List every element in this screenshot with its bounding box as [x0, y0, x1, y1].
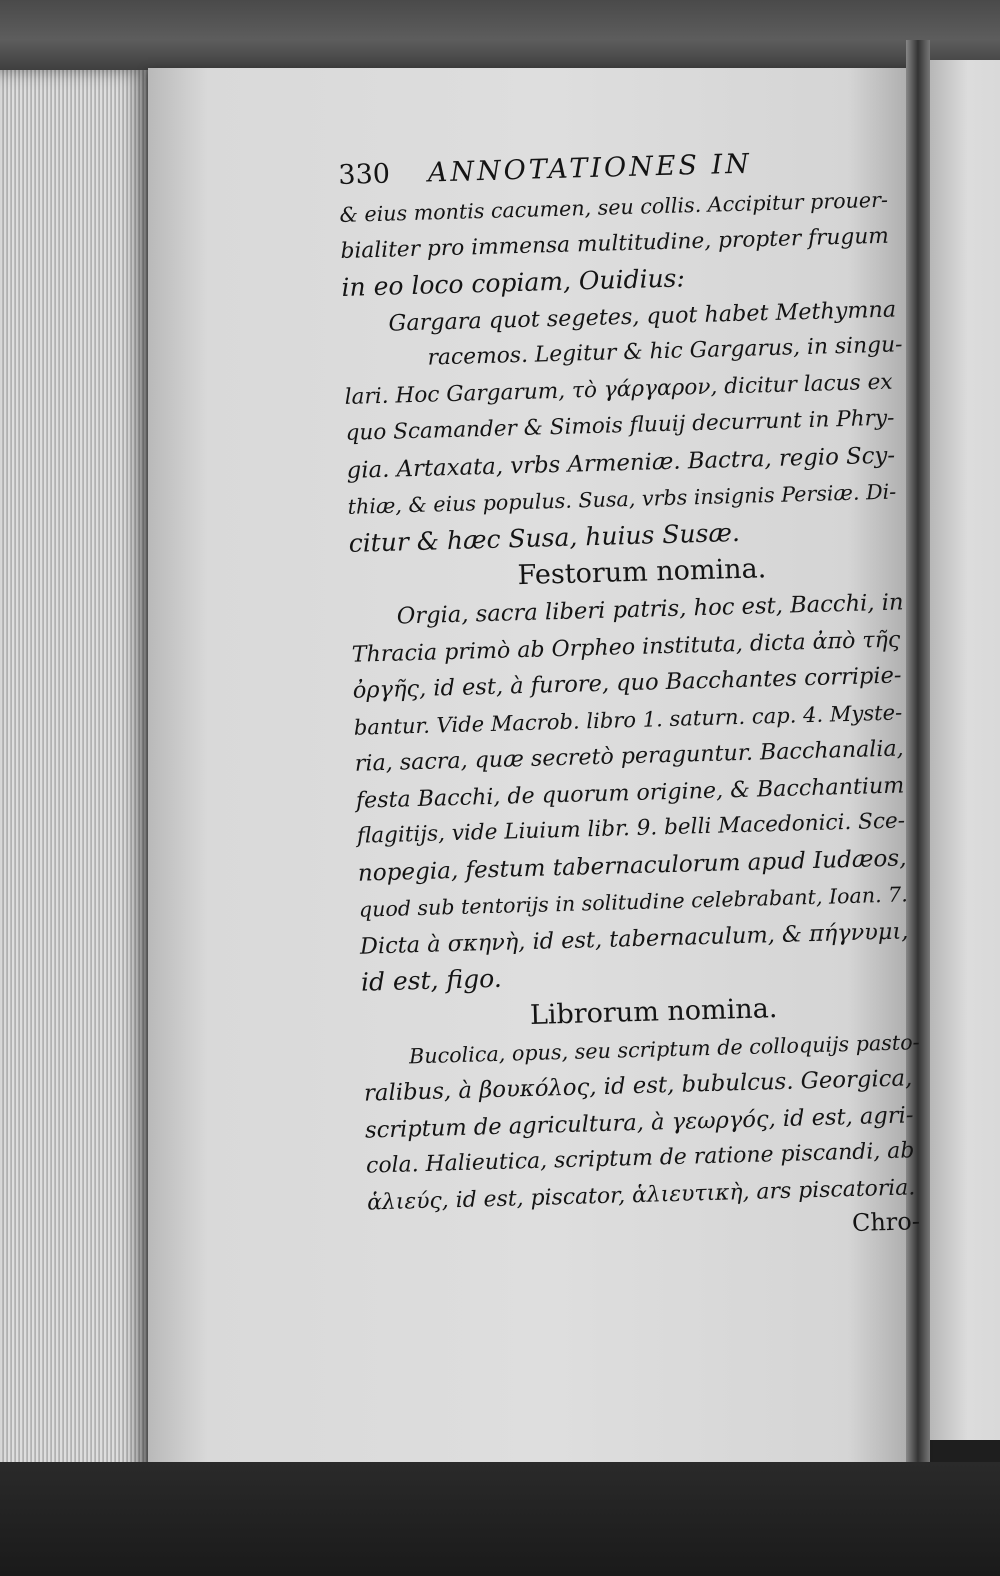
text-line: lari. Hoc Gargarum, τὸ γάργαρον, dicitur lacus ex — [344, 369, 893, 410]
text-line: scriptum de agricultura, à γεωργός, id est, agri- — [364, 1101, 914, 1144]
text-line: ria, sacra, quæ secretò peraguntur. Bacchanalia, — [354, 735, 904, 777]
text-line: & eius montis cacumen, seu collis. Accipitur prouer- — [339, 187, 889, 227]
text-line: Bucolica, opus, seu scriptum de colloquijs pasto- — [408, 1029, 920, 1068]
section-heading: Festorum nomina. — [517, 553, 767, 592]
right-page-edge — [928, 60, 1000, 1440]
text-line: quo Scamander & Simois fluuij decurrunt in Phry- — [345, 405, 895, 446]
page-number: 330 — [338, 158, 391, 191]
bottom-shadow — [0, 1462, 1000, 1576]
text-line: bantur. Vide Macrob. libro 1. saturn. cap. 4. Myste- — [353, 698, 903, 740]
book-fore-edge — [0, 70, 150, 1490]
catchword: Chro- — [851, 1207, 921, 1238]
text-line: Gargara quot segetes, quot habet Methymna — [388, 295, 897, 337]
text-lines — [339, 181, 927, 1221]
running-title: ANNOTATIONES IN — [427, 148, 753, 189]
text-line: ὀργῆς, id est, à furore, quo Bacchantes corripie- — [352, 662, 902, 704]
text-line: Thracia primò ab Orpheo instituta, dicta ἀπὸ τῆς — [351, 625, 901, 668]
text-line: gia. Artaxata, vrbs Armeniæ. Bactra, regio Scy- — [346, 442, 896, 484]
text-line: Orgia, sacra liberi patris, hoc est, Bacchi, in — [396, 589, 904, 630]
text-line: thiæ, & eius populus. Susa, vrbs insignis Persiæ. Di- — [347, 479, 897, 519]
text-line: ἁλιεύς, id est, piscator, ἁλιευτικὴ, ars piscatoria. — [366, 1174, 916, 1216]
text-line: nopegia, festum tabernaculorum apud Iudæos, — [357, 844, 907, 887]
text-line: bialiter pro immensa multitudine, propter frugum — [340, 223, 890, 264]
text-line: cola. Halieutica, scriptum de ratione piscandi, ab — [365, 1138, 915, 1179]
text-line: festa Bacchi, de quorum origine, & Bacchantium — [355, 771, 905, 814]
section-heading: Librorum nomina. — [529, 992, 778, 1031]
text-line: quod sub tentorijs in solitudine celebrabant, Ioan. 7. — [358, 882, 909, 922]
text-line: citur & hæc Susa, huius Susæ. — [348, 517, 741, 558]
page-text — [338, 144, 928, 1251]
text-line: id est, figo. — [360, 963, 503, 997]
text-line: racemos. Legitur & hic Gargarus, in singu- — [427, 332, 903, 371]
text-line: ralibus, à βουκόλος, id est, bubulcus. Georgica, — [363, 1065, 913, 1107]
text-line: in eo loco copiam, Ouidius: — [341, 263, 686, 302]
text-line: Dicta à σκηνὴ, id est, tabernaculum, & πήγνυμι, — [359, 917, 909, 960]
text-line: flagitijs, vide Liuium libr. 9. belli Macedonici. Sce- — [356, 808, 906, 849]
